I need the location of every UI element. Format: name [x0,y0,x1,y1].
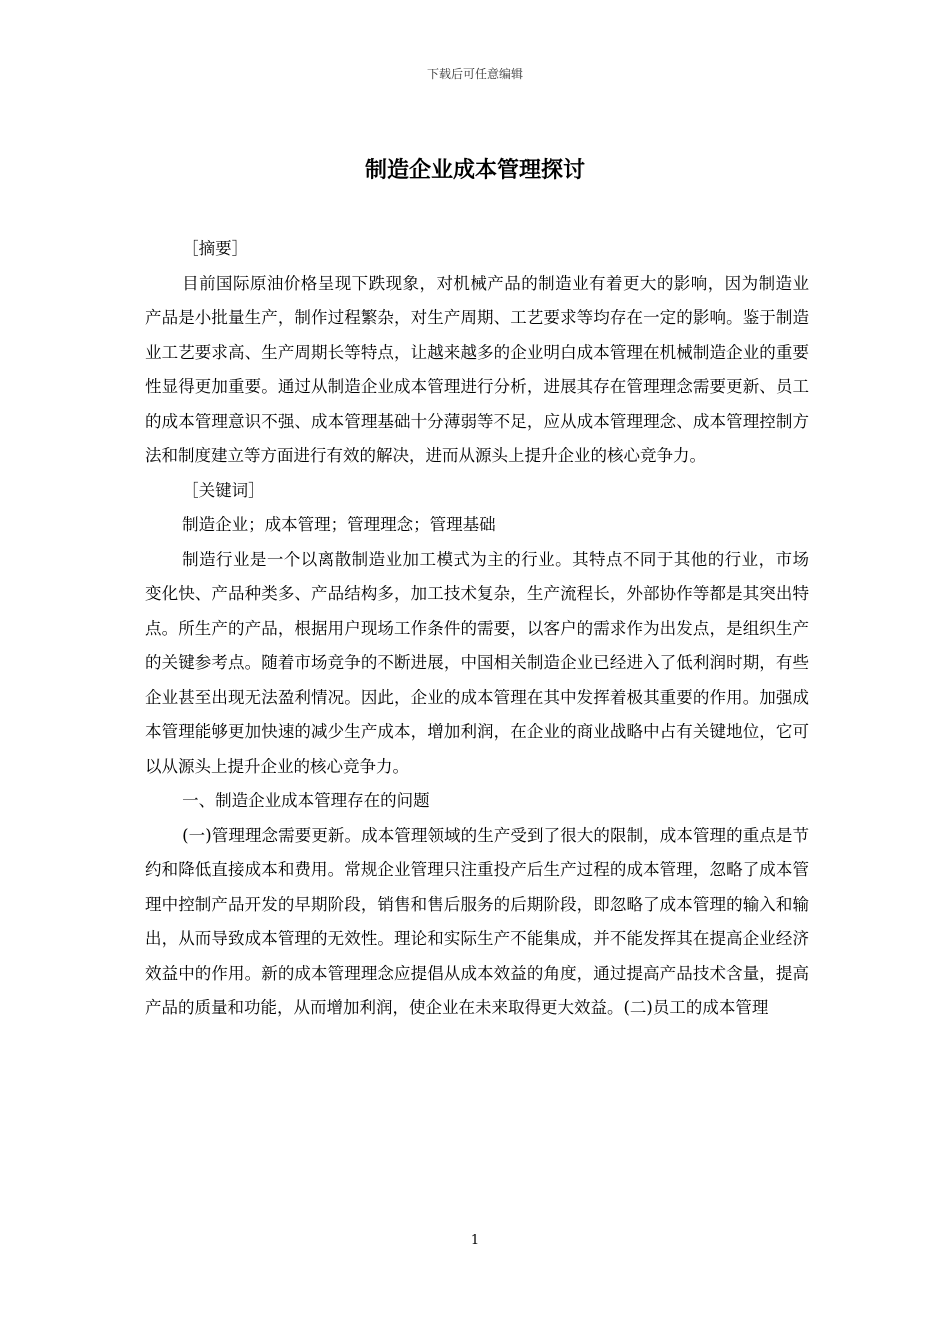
abstract-heading: ［摘要］ [182,239,249,258]
document-title: 制造企业成本管理探讨 [364,157,585,183]
keywords-heading: ［关键词］ [182,480,265,500]
page-number: 1 [470,1233,480,1248]
keywords-text: 制造企业；成本管理；管理理念；管理基础 [182,515,496,534]
document-body [145,232,809,1026]
section-heading-1: 一、制造企业成本管理存在的问题 [182,791,430,810]
abstract-text: 目前国际原油价格呈现下跌现象，对机械产品的制造业有着更大的影响，因为制造业产品是小批量生产，制作过程繁杂，对生产周期、工艺要求等均存在一定的影响。鉴于制造业工艺要求高、生产周期长等特点，让越来越多的企业明白成本管理在机械制造企业的重要性显得更加重要。通过从制造企业成本管理进行分析，进展其存在管理理念需要更新、员工的成本管理意识不强、成本管理基础十分薄弱等不足，应从成本管理理念、成本管理控制方法和制度建立等方面进行有效的解决，进而从源头上提升企业的核心竞争力。 [145,273,809,465]
intro-paragraph: 制造行业是一个以离散制造业加工模式为主的行业。其特点不同于其他的行业，市场变化快、产品种类多、产品结构多，加工技术复杂，生产流程长，外部协作等都是其突出特点。所生产的产品，根据用户现场工作条件的需要，以客户的需求作为出发点，是组织生产的关键参考点。随着市场竞争的不断进展，中国相关制造企业已经进入了低利润时期，有些企业甚至出现无法盈利情况。因此，企业的成本管理在其中发挥着极其重要的作用。加强成本管理能够更加快速的减少生产成本，增加利润，在企业的商业战略中占有关键地位，它可以从源头上提升企业的核心竞争力。 [145,549,809,776]
section-1-paragraph: (一)管理理念需要更新。成本管理领域的生产受到了很大的限制，成本管理的重点是节约和降低直接成本和费用。常规企业管理只注重投产后生产过程的成本管理，忽略了成本管理中控制产品开发的早期阶段，销售和售后服务的后期阶段，即忽略了成本管理的输入和输出，从而导致成本管理的无效性。理论和实际生产不能集成，并不能发挥其在提高企业经济效益中的作用。新的成本管理理念应提倡从成本效益的角度，通过提高产品技术含量，提高产品的质量和功能，从而增加利润，使企业在未来取得更大效益。(二)员工的成本管理 [145,825,809,1017]
header-note: 下载后可任意编辑 [426,67,523,81]
